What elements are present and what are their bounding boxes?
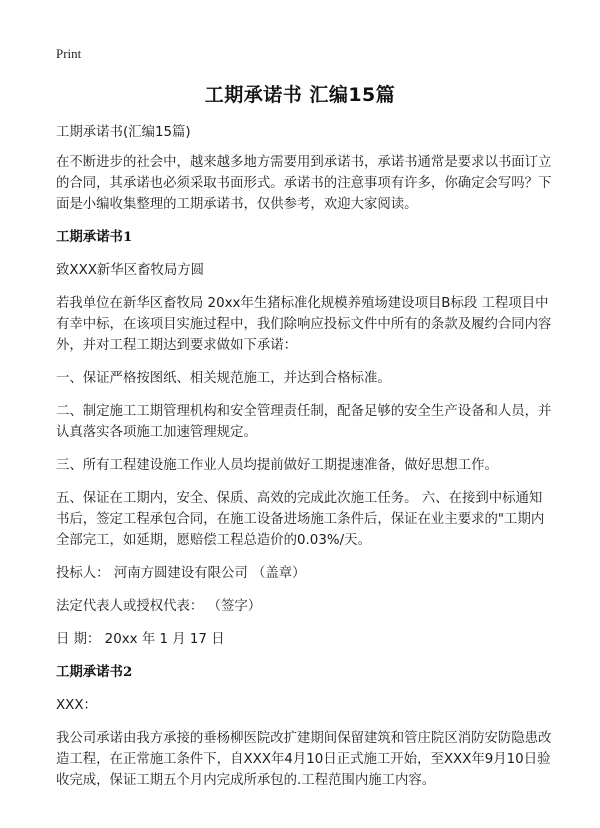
section-1-paragraph: 若我单位在新华区畜牧局 20xx年生猪标准化规模养殖场建设项目B标段 工程项目中有幸中标，在该项目实施过程中，我们除响应投标文件中所有的条款及履约合同内容外，并对工程工期达到要求做如下承诺： (56, 296, 552, 353)
print-link[interactable]: Print (56, 46, 82, 61)
section-1-item-3: 三、所有工程建设施工作业人员均提前做好工期提速准备，做好思想工作。 (56, 458, 498, 473)
section-1-bidder: 投标人： 河南方圆建设有限公司 （盖章） (56, 566, 306, 581)
document-subtitle: 工期承诺书(汇编15篇) (56, 125, 191, 140)
section-2-heading: 工期承诺书2 (56, 664, 133, 680)
section-1-date: 日 期： 20xx 年 1 月 17 日 (56, 632, 225, 647)
section-1-item-1: 一、保证严格按图纸、相关规范施工，并达到合格标准。 (56, 371, 391, 386)
section-1-item-5: 五、保证在工期内，安全、保质、高效的完成此次施工任务。 六、在接到中标通知书后，签定工程承包合同，在施工设备进场施工条件后，保证在业主要求的"工期内全部完工，如延期，愿赔偿工程总造价的0.03%/天。 (56, 491, 545, 548)
section-1-item-2: 二、制定施工工期管理机构和安全管理责任制，配备足够的安全生产设备和人员，并认真落实各项施工加速管理规定。 (56, 404, 552, 440)
document-body (56, 122, 554, 803)
section-2-paragraph: 我公司承诺由我方承接的垂杨柳医院改扩建期间保留建筑和管庄院区消防安防隐患改造工程，在正常施工条件下，自XXX年4月10日正式施工开始，至XXX年9月10日验收完成，保证工期五个月内完成所承包的.工程范围内施工内容。 (56, 731, 552, 788)
section-1-addressee: 致XXX新华区畜牧局方圆 (56, 263, 205, 278)
page-title: 工期承诺书 汇编15篇 (204, 84, 396, 106)
section-1-heading: 工期承诺书1 (56, 229, 133, 245)
intro-paragraph: 在不断进步的社会中，越来越多地方需要用到承诺书，承诺书通常是要求以书面订立的合同，其承诺也必须采取书面形式。承诺书的注意事项有许多，你确定会写吗？下面是小编收集整理的工期承诺书，仅供参考，欢迎大家阅读。 (56, 155, 552, 212)
section-2-addressee: XXX： (56, 698, 97, 713)
section-1-representative: 法定代表人或授权代表： （签字） (56, 599, 262, 614)
